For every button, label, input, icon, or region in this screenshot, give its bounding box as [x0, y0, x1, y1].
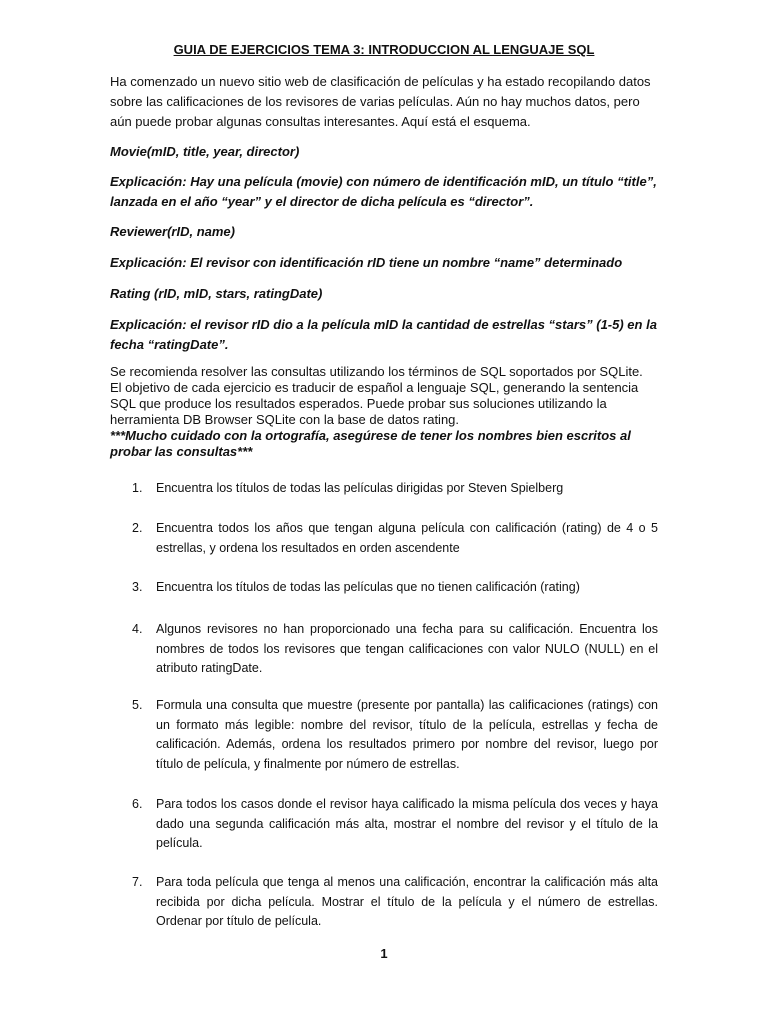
- schema-movie-explanation: Explicación: Hay una película (movie) con número de identificación mID, un título “title”, lanzada en el año “year” y el director de dicha película es “director”.: [110, 174, 657, 209]
- exercise-item: [110, 519, 658, 558]
- exercise-item: [110, 873, 658, 932]
- intro-paragraph: Ha comenzado un nuevo sitio web de clasificación de películas y ha estado recopilando datos sobre las calificaciones de los revisores de varias películas. Aún no hay muchos datos, pero aún puede probar algunas consultas interesantes. Aquí está el esquema.: [110, 74, 651, 129]
- notes-block: [110, 364, 658, 460]
- page-number: 1: [380, 946, 388, 961]
- exercise-item: [110, 795, 658, 854]
- exercise-number: 6.: [132, 797, 143, 811]
- exercise-number: 3.: [132, 580, 143, 594]
- exercise-text: Encuentra los títulos de todas las películas dirigidas por Steven Spielberg: [156, 481, 564, 495]
- exercise-number: 4.: [132, 622, 143, 636]
- notes-line-2: El objetivo de cada ejercicio es traducir de español a lenguaje SQL, generando la sentencia SQL que produce los resultados esperados. Puede probar sus soluciones utilizando la herramienta DB Browser SQLite con la base de datos rating.: [110, 380, 639, 427]
- notes-line-1: Se recomienda resolver las consultas utilizando los términos de SQL soportados por SQLite.: [110, 364, 643, 379]
- exercise-number: 5.: [132, 698, 143, 712]
- notes-warning: ***Mucho cuidado con la ortografía, asegúrese de tener los nombres bien escritos al probar las consultas***: [110, 428, 631, 459]
- exercise-text: Encuentra los títulos de todas las películas que no tienen calificación (rating): [156, 580, 580, 594]
- exercise-text: Para todos los casos donde el revisor haya calificado la misma película dos veces y haya dado una segunda calificación más alta, mostrar el nombre del revisor y el título de la película.: [156, 797, 658, 850]
- exercise-item: [110, 696, 658, 774]
- exercise-text: Encuentra todos los años que tengan alguna película con calificación (rating) de 4 o 5 estrellas, y ordena los resultados en orden ascendente: [156, 521, 658, 555]
- schema-reviewer: Reviewer(rID, name): [110, 224, 235, 239]
- exercise-text: Algunos revisores no han proporcionado una fecha para su calificación. Encuentra los nombres de todos los revisores que tengan calificaciones con valor NULO (NULL) en el atributo ratingDate.: [156, 622, 658, 675]
- schema-rating-explanation: Explicación: el revisor rID dio a la película mID la cantidad de estrellas “stars” (1-5) en la fecha “ratingDate”.: [110, 317, 657, 352]
- exercise-number: 7.: [132, 875, 143, 889]
- exercise-item: [110, 479, 658, 499]
- exercise-number: 2.: [132, 521, 143, 535]
- exercise-text: Para toda película que tenga al menos una calificación, encontrar la calificación más alta recibida por dicha película. Mostrar el título de la película y el número de estrellas. Ordenar por título de película.: [156, 875, 658, 928]
- schema-movie: Movie(mID, title, year, director): [110, 144, 300, 159]
- schema-reviewer-explanation: Explicación: El revisor con identificación rID tiene un nombre “name” determinado: [110, 255, 623, 270]
- exercise-item: [110, 620, 658, 679]
- schema-rating: Rating (rID, mID, stars, ratingDate): [110, 286, 323, 301]
- exercise-number: 1.: [132, 481, 143, 495]
- exercise-item: [110, 578, 658, 598]
- document-title: GUIA DE EJERCICIOS TEMA 3: INTRODUCCION AL LENGUAJE SQL: [173, 42, 595, 57]
- exercise-text: Formula una consulta que muestre (presente por pantalla) las calificaciones (ratings) con un formato más legible: nombre del revisor, título de la película, estrellas y fecha de calificación. Además, ordena los resultados primero por nombre del revisor, luego por título de película, y finalmente por número de estrellas.: [156, 698, 658, 771]
